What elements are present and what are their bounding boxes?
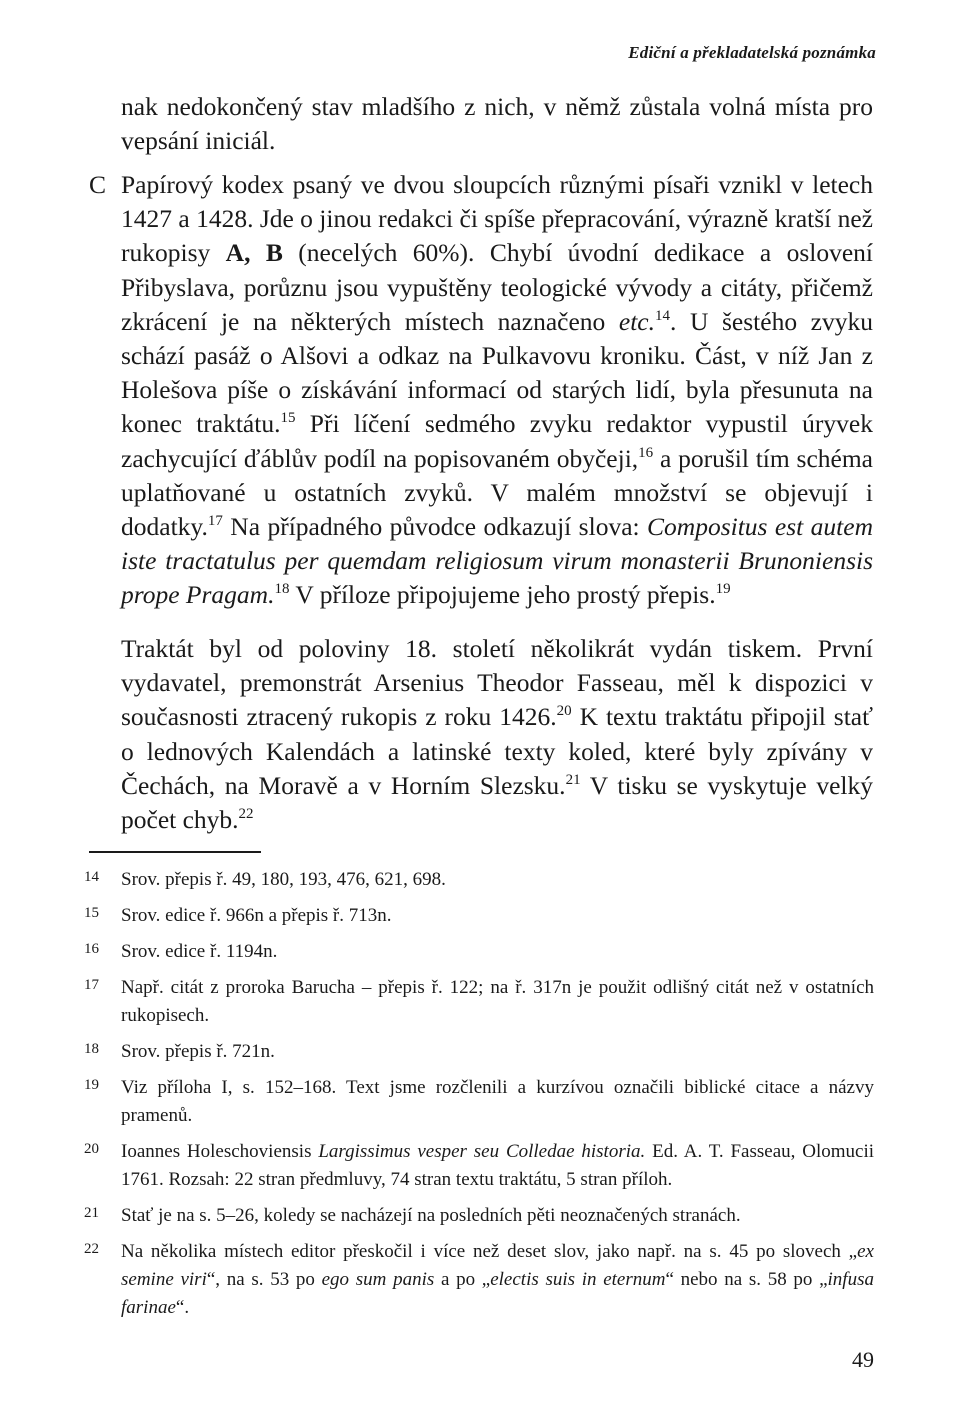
footnote-text: Srov. edice ř. 1194n. bbox=[121, 941, 278, 962]
text-run: Při líčení sedmého zvyku redaktor vypustil úryvek zachycující ďáblův podíl na popisovaném obyčeji, bbox=[121, 409, 873, 473]
footnote-18 bbox=[84, 1038, 874, 1066]
text-run: a porušil tím schéma uplatňované u ostatních zvyků. V malém množství se objevují i dodatky. bbox=[121, 443, 873, 542]
footnote-number: 18 bbox=[84, 1041, 99, 1057]
text-run: Papírový kodex psaný ve dvou sloupcích různými písaři vznikl v letech 1427 a 1428. Jde o jinou redakci či spíše přepracování, výrazně kratší než rukopisy bbox=[121, 170, 873, 268]
footnote-number: 16 bbox=[84, 941, 99, 957]
text-run: “, na s. 53 po bbox=[206, 1269, 322, 1290]
italic-quote: infusa farinae bbox=[121, 1269, 874, 1318]
footnote-number: 20 bbox=[84, 1141, 99, 1157]
italic-quote: Compositus est autem iste tractatulus per quemdam religiosum virum monasterii Brunoniensis prope Pragam. bbox=[121, 512, 873, 610]
footnote-number: 15 bbox=[84, 905, 99, 921]
footnote-ref[interactable]: 20 bbox=[556, 703, 572, 720]
footnote-ref[interactable]: 14 bbox=[655, 307, 670, 324]
paragraph-editions bbox=[121, 632, 873, 837]
footnote-19 bbox=[84, 1074, 874, 1130]
footnote-number: 22 bbox=[84, 1241, 99, 1257]
footnote-number: 14 bbox=[84, 869, 99, 885]
text-run: a po „ bbox=[434, 1269, 491, 1290]
footnote-16 bbox=[84, 938, 874, 966]
footnote-22 bbox=[84, 1238, 874, 1322]
italic-term: etc. bbox=[618, 306, 655, 336]
paragraph-continuation: nak nedokončený stav mladšího z nich, v němž zůstala volná místa pro vepsání iniciál. bbox=[121, 92, 873, 156]
footnote-ref[interactable]: 17 bbox=[207, 513, 223, 530]
footnote-20 bbox=[84, 1138, 874, 1194]
footnote-21 bbox=[84, 1202, 874, 1230]
bold-sigla: A, B bbox=[225, 238, 283, 268]
footnote-number: 19 bbox=[84, 1077, 99, 1093]
text-run: “ nebo na s. 58 po „ bbox=[665, 1269, 828, 1290]
text-run: Traktát byl od poloviny 18. století několikrát vydán tiskem. První vydavatel, premonstrát Arsenius Theodor Fasseau, měl k dispozici v současnosti ztracený rukopis z roku 1426. bbox=[121, 634, 873, 732]
text-run: Na případného původce odkazují slova: bbox=[222, 512, 648, 542]
footnote-text: Srov. edice ř. 966n a přepis ř. 713n. bbox=[121, 905, 392, 926]
footnote-ref[interactable]: 16 bbox=[638, 444, 654, 461]
footnote-14 bbox=[84, 866, 874, 894]
footnote-text: Viz příloha I, s. 152–168. Text jsme rozčlenili a kurzívou označili biblické citace a názvy pramenů. bbox=[121, 1077, 874, 1126]
text-run: V tisku se vyskytuje velký počet chyb. bbox=[121, 770, 873, 835]
text-run: V příloze připojujeme jeho prostý přepis. bbox=[289, 580, 716, 610]
text-run: . U šestého zvyku schází pasáž o Alšovi a odkaz na Pulkavovu kroniku. Část, v níž Jan z Holešova píše o získávání informací od starých lidí, byla přesunuta na konec traktátu. bbox=[121, 306, 873, 439]
text-run: Ed. A. T. Fasseau, Olomucii 1761. Rozsah: 22 stran předmluvy, 74 stran textu traktátu, 5 stran příloh. bbox=[121, 1141, 874, 1190]
footnote-text: Např. citát z proroka Barucha – přepis ř. 122; na ř. 317n je použit odlišný citát než v ostatních rukopisech. bbox=[121, 977, 874, 1026]
page-number: 49 bbox=[852, 1347, 874, 1372]
running-header: Ediční a překladatelská poznámka bbox=[628, 43, 876, 62]
footnote-ref[interactable]: 19 bbox=[715, 581, 731, 598]
text-run: K textu traktátu připojil stať o lednových Kalendách a latinské texty koled, které byly zpívány v Čechách, na Moravě a v Horním Slezsku. bbox=[121, 702, 873, 800]
footnote-text: Srov. přepis ř. 721n. bbox=[121, 1041, 275, 1062]
text-run: Na několika místech editor přeskočil i více než deset slov, jako např. na s. 45 po slovech „ bbox=[121, 1241, 858, 1262]
footnotes bbox=[84, 866, 874, 1330]
footnote-15 bbox=[84, 902, 874, 930]
italic-title: Largissimus vesper seu Colledae historia. bbox=[318, 1141, 646, 1162]
footnote-ref[interactable]: 21 bbox=[565, 771, 581, 788]
footnote-text: Stať je na s. 5–26, koledy se nacházejí na posledních pěti neoznačených stranách. bbox=[121, 1205, 741, 1226]
text-run: “. bbox=[175, 1297, 190, 1318]
footnote-text: Srov. přepis ř. 49, 180, 193, 476, 621, 698. bbox=[121, 869, 446, 890]
italic-quote: electis suis in eternum bbox=[490, 1269, 666, 1290]
italic-quote: ego sum panis bbox=[321, 1269, 435, 1290]
text-run: Ioannes Holeschoviensis bbox=[121, 1141, 319, 1162]
italic-quote: ex semine viri bbox=[121, 1241, 874, 1290]
footnote-17 bbox=[84, 974, 874, 1030]
footnote-number: 17 bbox=[84, 977, 99, 993]
text-run: (necelých 60%). Chybí úvodní dedikace a oslovení Přibyslava, porůznu jsou vypuštěny teologické vývody a citáty, přičemž zkrácení je na některých místech naznačeno bbox=[121, 238, 873, 336]
footnote-ref[interactable]: 18 bbox=[274, 581, 290, 598]
footnote-number: 21 bbox=[84, 1205, 99, 1221]
footnote-ref[interactable]: 15 bbox=[280, 410, 296, 427]
footnote-divider bbox=[89, 851, 261, 853]
manuscript-siglum: C bbox=[89, 170, 107, 199]
footnote-ref[interactable]: 22 bbox=[238, 806, 254, 823]
paragraph-manuscript-c bbox=[121, 168, 873, 613]
